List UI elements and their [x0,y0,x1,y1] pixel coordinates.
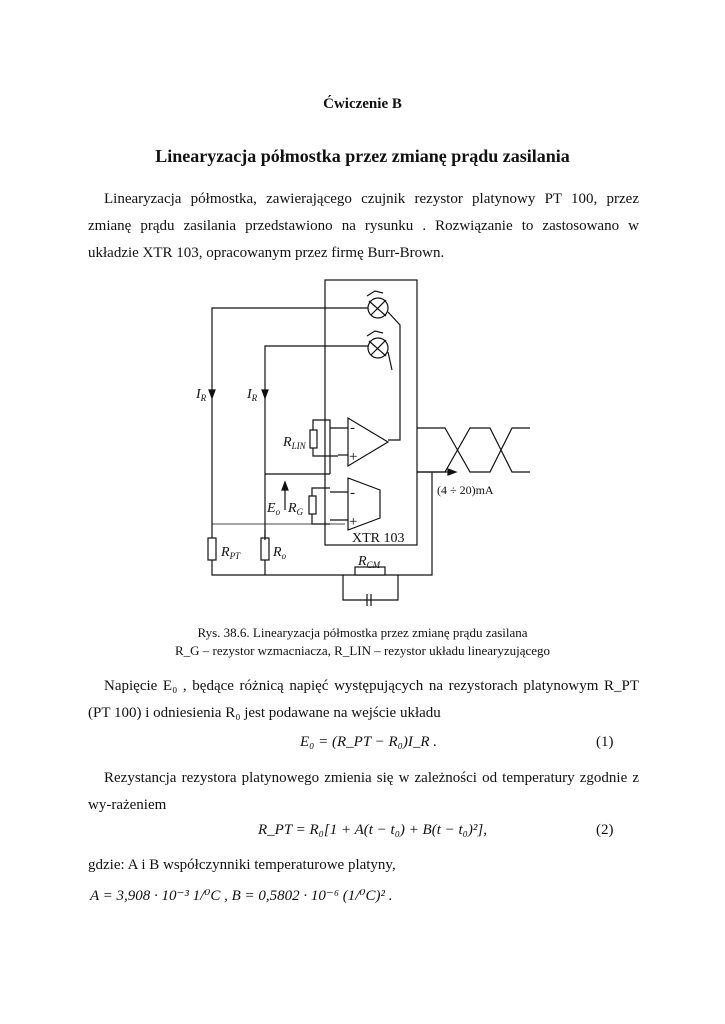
equation-2-number: (2) [596,822,614,838]
ir-left-label: $I_R$ [196,387,207,403]
caption-line-2: R_G – rezystor wzmacniacza, R_LIN – rezystor układu linearyzującego [174,643,551,658]
equation-1-number: (1) [596,734,614,750]
figure-caption [0,624,725,660]
current-range-label: (4 ÷ 20)mA [437,483,494,497]
paragraph-4: gdzie: A i B współczynniki temperaturowe platyny, [88,857,396,873]
opamp-upper-minus: - [350,420,355,436]
ir-right-label: $I_R$ [247,387,258,403]
equation-3: A = 3,908 · 10⁻³ 1/⁰C , B = 0,5802 · 10⁻⁶ (1/⁰C)² . [90,888,393,904]
rcm-label: $R_{CM}$ [358,554,381,570]
xtr-box [325,280,417,545]
eo-label: $E_o$ [267,501,281,517]
intro-paragraph: Linearyzacja półmostka, zawierającego czujnik rezystor platynowy PT 100, przez zmianę prądu zasilania przedstawiono na rysunku . Rozwiązanie to zastosowano w układzie XTR 103, opracowanym przez firmę Burr-Brown. [88,191,639,261]
exercise-heading: Ćwiczenie B [323,96,402,112]
equation-2: R_PT = R₀[1 + A(t − t₀) + B(t − t₀)²], [258,822,487,838]
paragraph-2: Napięcie E₀ , będące różnicą napięć występujących na rezystorach platynowym R_PT (PT 100) i odniesienia R₀ jest podawane na wejście układu [88,678,639,721]
amp-lower-minus: - [350,485,355,501]
rg-label: $R_G$ [288,501,304,517]
rlin-label: $R_{LIN}$ [283,435,306,451]
xtr-label: XTR 103 [352,531,405,546]
paragraph-3: Rezystancja rezystora platynowego zmienia się w zależności od temperatury zgodnie z wy-rażeniem [88,770,639,813]
equation-1: E₀ = (R_PT − R₀)I_R . [300,734,438,750]
opamp-upper-plus: + [349,449,358,465]
rpt-resistor [208,538,216,560]
ro-resistor [261,538,269,560]
section-title: Linearyzacja półmostka przez zmianę prądu zasilania [155,146,570,166]
ro-label: $R_o$ [273,545,287,561]
amp-lower-plus: + [349,514,358,530]
rpt-label: $R_{PT}$ [221,545,241,561]
caption-line-1: Rys. 38.6. Linearyzacja półmostka przez zmianę prądu zasilana [197,625,528,640]
